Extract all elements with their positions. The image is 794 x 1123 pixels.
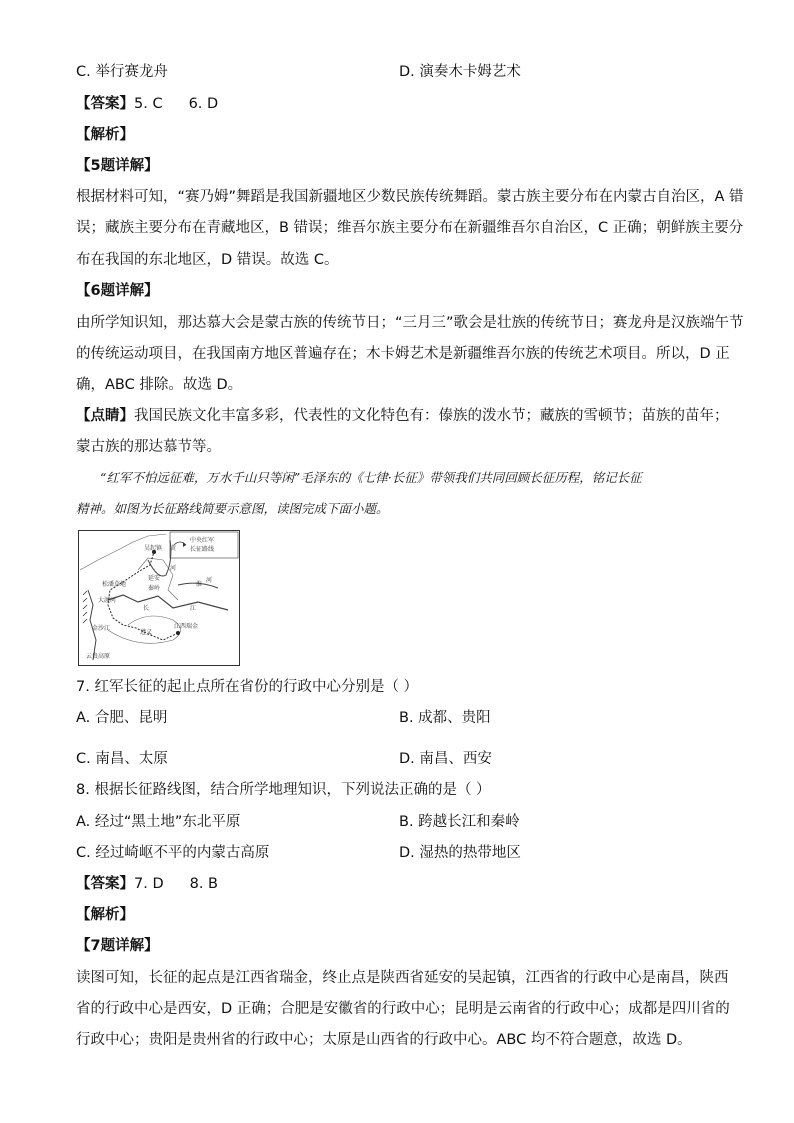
q5-option-d: D. 演奏木卡姆艺术 — [399, 64, 521, 80]
answer-line-7-8 — [76, 874, 218, 894]
map-label: 松潘草地 — [102, 581, 127, 588]
detail-7-tag: 【7题详解】 — [76, 938, 159, 954]
detail-6-line: 的传统运动项目，在我国南方地区普遍存在；木卡姆艺术是新疆维吾尔族的传统艺术项目。所以，D 正 — [76, 346, 730, 362]
legend-text: 中央红军 — [190, 537, 215, 544]
long-march-map — [78, 530, 240, 666]
map-label: 黄 — [170, 545, 177, 552]
answer-5: 5. C — [134, 96, 163, 112]
answer-tag: 【答案】 — [76, 876, 134, 892]
map-label: 河 — [170, 565, 177, 572]
q7-option-c: C. 南昌、太原 — [76, 751, 168, 767]
map-label: 江 — [190, 605, 197, 612]
q8-stem: 8. 根据长征路线图，结合所学地理知识，下列说法正确的是（ ） — [76, 782, 491, 798]
passage-line: “红军不怕远征难，万水千山只等闲”毛泽东的《七律·长征》带领我们共同回顾长征历程，铭记长征 — [100, 470, 642, 485]
detail-6-line: 由所学知识知，那达慕大会是蒙古族的传统节日；“三月三”歌会是壮族的传统节日；赛龙舟是汉族端午节 — [76, 315, 744, 331]
tip-tag: 【点睛】 — [76, 408, 134, 424]
q8-option-d: D. 湿热的热带地区 — [399, 845, 521, 861]
map-label: 江西瑞金 — [174, 623, 199, 630]
route-start-point — [176, 631, 180, 635]
detail-5-tag: 【5题详解】 — [76, 158, 159, 174]
tip-text: 我国民族文化丰富多彩，代表性的文化特色有：傣族的泼水节；藏族的雪顿节；苗族的苗年； — [134, 408, 729, 424]
tip-line: 蒙古族的那达慕节等。 — [76, 439, 221, 455]
detail-6-line: 确，ABC 排除。故选 D。 — [76, 377, 243, 393]
detail-5-line: 布在我国的东北地区，D 错误。故选 C。 — [76, 252, 339, 268]
map-label: 河 — [206, 577, 213, 584]
q5-option-c: C. 举行赛龙舟 — [76, 64, 168, 80]
map-label: 大渡河 — [98, 597, 117, 604]
q7-stem: 7. 红军长征的起止点所在省份的行政中心分别是（ ） — [76, 679, 419, 695]
tip-line — [76, 406, 729, 426]
analysis-tag: 【解析】 — [76, 127, 134, 143]
detail-6-tag: 【6题详解】 — [76, 283, 159, 299]
answer-7: 7. D — [134, 876, 164, 892]
answer-6: 6. D — [188, 96, 219, 112]
q8-option-c: C. 经过崎岖不平的内蒙古高原 — [76, 845, 270, 861]
detail-5-line: 误；藏族主要分布在青藏地区，B 错误；维吾尔族主要分布在新疆维吾尔自治区，C 正确；朝鲜族主要分 — [76, 220, 744, 236]
detail-7-line: 行政中心；贵阳是贵州省的行政中心；太原是山西省的行政中心。ABC 均不符合题意，故选 D。 — [76, 1032, 692, 1048]
answer-8: 8. B — [189, 876, 219, 892]
map-label: 金沙江 — [92, 625, 111, 632]
detail-7-line: 读图可知，长征的起点是江西省瑞金，终止点是陕西省延安的吴起镇，江西省的行政中心是南昌，陕西 — [76, 970, 729, 986]
q7-option-d: D. 南昌、西安 — [399, 751, 492, 767]
analysis-tag: 【解析】 — [76, 907, 134, 923]
answer-line-5-6 — [76, 94, 218, 114]
answer-tag: 【答案】 — [76, 96, 134, 112]
passage-line: 精神。如图为长征路线简要示意图，读图完成下面小题。 — [76, 501, 389, 516]
q7-option-b: B. 成都、贵阳 — [399, 710, 491, 726]
q8-option-a: A. 经过“黑土地”东北平原 — [76, 814, 241, 830]
map-label: 遵义 — [140, 629, 153, 636]
map-label: 吴起镇 — [144, 545, 163, 552]
map-label: 淮 — [196, 581, 203, 588]
legend-text: 长征路线 — [190, 546, 215, 553]
map-label: 云贵高原 — [86, 653, 111, 660]
map-label: 秦岭 — [148, 585, 161, 592]
detail-5-line: 根据材料可知，“赛乃姆”舞蹈是我国新疆地区少数民族传统舞蹈。蒙古族主要分布在内蒙古自治区，A 错 — [76, 189, 744, 205]
map-label: 延安 — [148, 575, 161, 582]
q8-option-b: B. 跨越长江和秦岭 — [399, 814, 520, 830]
map-label: 长 — [143, 605, 150, 612]
detail-7-line: 省的行政中心是西安，D 正确；合肥是安徽省的行政中心；昆明是云南省的行政中心；成都是四川省的 — [76, 1001, 730, 1017]
map-legend-box — [170, 532, 238, 558]
q7-option-a: A. 合肥、昆明 — [76, 710, 168, 726]
